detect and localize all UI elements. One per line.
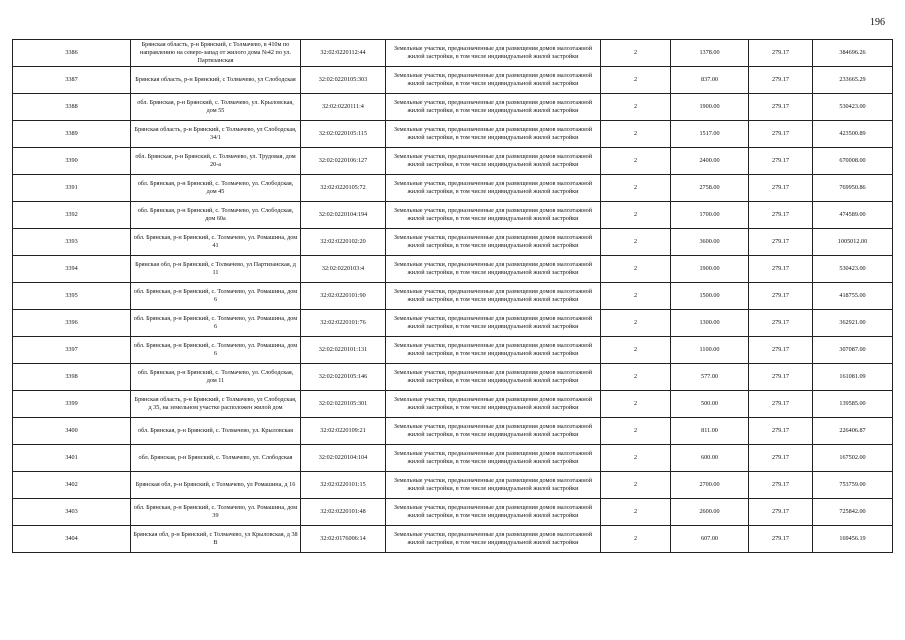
row-number: 3402 bbox=[13, 472, 131, 499]
area-cell: 600.00 bbox=[671, 445, 749, 472]
row-number: 3390 bbox=[13, 148, 131, 175]
cadastral-number-cell: 32:02:0220101:15 bbox=[301, 472, 386, 499]
land-use-cell: Земельные участки, предназначенные для размещения домов малоэтажной жилой застройки, в том числе индивидуальной жилой застройки bbox=[386, 121, 601, 148]
area-cell: 1500.00 bbox=[671, 283, 749, 310]
land-use-cell: Земельные участки, предназначенные для размещения домов малоэтажной жилой застройки, в том числе индивидуальной жилой застройки bbox=[386, 499, 601, 526]
category-cell: 2 bbox=[601, 121, 671, 148]
rate-cell: 279.17 bbox=[749, 175, 813, 202]
land-use-cell: Земельные участки, предназначенные для размещения домов малоэтажной жилой застройки, в том числе индивидуальной жилой застройки bbox=[386, 202, 601, 229]
table-row bbox=[13, 229, 893, 256]
rate-cell: 279.17 bbox=[749, 229, 813, 256]
cadastral-number-cell: 32:02:0220101:48 bbox=[301, 499, 386, 526]
cadastral-number-cell: 32:02:0176006:14 bbox=[301, 526, 386, 553]
row-number: 3396 bbox=[13, 310, 131, 337]
cadastral-number-cell: 32:02:0220111:4 bbox=[301, 94, 386, 121]
cadastral-number-cell: 32:02:0220112:44 bbox=[301, 40, 386, 67]
address-cell: Брянская область, р-н Брянский, с Толмачево, ул Слободская bbox=[131, 67, 301, 94]
cadastral-value-cell: 1005012.00 bbox=[813, 229, 893, 256]
land-use-cell: Земельные участки, предназначенные для размещения домов малоэтажной жилой застройки, в том числе индивидуальной жилой застройки bbox=[386, 256, 601, 283]
row-number: 3404 bbox=[13, 526, 131, 553]
area-cell: 811.00 bbox=[671, 418, 749, 445]
cadastral-value-cell: 423500.89 bbox=[813, 121, 893, 148]
cadastral-number-cell: 32:02:0220103:4 bbox=[301, 256, 386, 283]
area-cell: 1700.00 bbox=[671, 202, 749, 229]
category-cell: 2 bbox=[601, 364, 671, 391]
cadastral-value-cell: 725842.00 bbox=[813, 499, 893, 526]
address-cell: обл. Брянская, р-н Брянский, с. Толмачево, ул. Слободская, дом 60а bbox=[131, 202, 301, 229]
cadastral-value-cell: 362921.00 bbox=[813, 310, 893, 337]
category-cell: 2 bbox=[601, 337, 671, 364]
table-row bbox=[13, 121, 893, 148]
rate-cell: 279.17 bbox=[749, 256, 813, 283]
table-row bbox=[13, 148, 893, 175]
rate-cell: 279.17 bbox=[749, 472, 813, 499]
land-registry-table bbox=[12, 39, 893, 553]
table-row bbox=[13, 472, 893, 499]
page-number: 196 bbox=[870, 17, 885, 28]
cadastral-number-cell: 32:02:0220106:127 bbox=[301, 148, 386, 175]
cadastral-value-cell: 384696.26 bbox=[813, 40, 893, 67]
address-cell: Брянская область, р-н Брянский, с Толмачево, ул Слободская, 34/1 bbox=[131, 121, 301, 148]
category-cell: 2 bbox=[601, 418, 671, 445]
area-cell: 2400.00 bbox=[671, 148, 749, 175]
row-number: 3403 bbox=[13, 499, 131, 526]
land-use-cell: Земельные участки, предназначенные для размещения домов малоэтажной жилой застройки, в том числе индивидуальной жилой застройки bbox=[386, 40, 601, 67]
address-cell: обл. Брянская, р-н Брянский, с. Толмачево, ул. Ромашина, дом 6 bbox=[131, 310, 301, 337]
area-cell: 1100.00 bbox=[671, 337, 749, 364]
category-cell: 2 bbox=[601, 445, 671, 472]
rate-cell: 279.17 bbox=[749, 418, 813, 445]
table-row bbox=[13, 526, 893, 553]
rate-cell: 279.17 bbox=[749, 526, 813, 553]
address-cell: обл. Брянская, р-н Брянский, с. Толмачево, ул. Слободская bbox=[131, 445, 301, 472]
table-row bbox=[13, 391, 893, 418]
table-row bbox=[13, 337, 893, 364]
cadastral-value-cell: 139585.00 bbox=[813, 391, 893, 418]
rate-cell: 279.17 bbox=[749, 445, 813, 472]
address-cell: Брянская область, р-н Брянский, с Толмачево, в 410м по направлению на северо-запад от жилого дома №42 по ул. Партизанская bbox=[131, 40, 301, 67]
rate-cell: 279.17 bbox=[749, 337, 813, 364]
land-use-cell: Земельные участки, предназначенные для размещения домов малоэтажной жилой застройки, в том числе индивидуальной жилой застройки bbox=[386, 418, 601, 445]
cadastral-number-cell: 32:02:0220101:76 bbox=[301, 310, 386, 337]
table-row bbox=[13, 94, 893, 121]
land-use-cell: Земельные участки, предназначенные для размещения домов малоэтажной жилой застройки, в том числе индивидуальной жилой застройки bbox=[386, 94, 601, 121]
cadastral-number-cell: 32:02:0220104:194 bbox=[301, 202, 386, 229]
row-number: 3388 bbox=[13, 94, 131, 121]
land-use-cell: Земельные участки, предназначенные для размещения домов малоэтажной жилой застройки, в том числе индивидуальной жилой застройки bbox=[386, 229, 601, 256]
rate-cell: 279.17 bbox=[749, 310, 813, 337]
address-cell: обл. Брянская, р-н Брянский, с. Толмачево, ул. Ромашина, дом 41 bbox=[131, 229, 301, 256]
address-cell: обл. Брянская, р-н Брянский, с. Толмачево, ул. Слободская, дом 11 bbox=[131, 364, 301, 391]
category-cell: 2 bbox=[601, 40, 671, 67]
rate-cell: 279.17 bbox=[749, 121, 813, 148]
land-use-cell: Земельные участки, предназначенные для размещения домов малоэтажной жилой застройки, в том числе индивидуальной жилой застройки bbox=[386, 310, 601, 337]
rate-cell: 279.17 bbox=[749, 499, 813, 526]
cadastral-value-cell: 753759.00 bbox=[813, 472, 893, 499]
cadastral-value-cell: 226406.87 bbox=[813, 418, 893, 445]
category-cell: 2 bbox=[601, 499, 671, 526]
cadastral-number-cell: 32:02:0220101:131 bbox=[301, 337, 386, 364]
address-cell: Брянская обл, р-н Брянский, с Толмачево, ул Ромашина, д 16 bbox=[131, 472, 301, 499]
cadastral-value-cell: 530423.00 bbox=[813, 256, 893, 283]
area-cell: 577.00 bbox=[671, 364, 749, 391]
address-cell: обл. Брянская, р-н Брянский, с. Толмачево, ул. Крыловская, дом 55 bbox=[131, 94, 301, 121]
land-use-cell: Земельные участки, предназначенные для размещения домов малоэтажной жилой застройки, в том числе индивидуальной жилой застройки bbox=[386, 67, 601, 94]
cadastral-value-cell: 233665.29 bbox=[813, 67, 893, 94]
land-use-cell: Земельные участки, предназначенные для размещения домов малоэтажной жилой застройки, в том числе индивидуальной жилой застройки bbox=[386, 472, 601, 499]
cadastral-value-cell: 474589.00 bbox=[813, 202, 893, 229]
cadastral-number-cell: 32:02:0220105:115 bbox=[301, 121, 386, 148]
category-cell: 2 bbox=[601, 67, 671, 94]
row-number: 3400 bbox=[13, 418, 131, 445]
cadastral-value-cell: 418755.00 bbox=[813, 283, 893, 310]
table-row bbox=[13, 67, 893, 94]
table-row bbox=[13, 445, 893, 472]
address-cell: обл. Брянская, р-н Брянский, с. Толмачево, ул. Ромашина, дом 6 bbox=[131, 337, 301, 364]
row-number: 3395 bbox=[13, 283, 131, 310]
row-number: 3392 bbox=[13, 202, 131, 229]
row-number: 3386 bbox=[13, 40, 131, 67]
cadastral-value-cell: 161081.09 bbox=[813, 364, 893, 391]
table-row bbox=[13, 499, 893, 526]
land-use-cell: Земельные участки, предназначенные для размещения домов малоэтажной жилой застройки, в том числе индивидуальной жилой застройки bbox=[386, 148, 601, 175]
address-cell: Брянская область, р-н Брянский, с Толмачево, ул Слободская, д 35, на земельном участке расположен жилой дом bbox=[131, 391, 301, 418]
land-use-cell: Земельные участки, предназначенные для размещения домов малоэтажной жилой застройки, в том числе индивидуальной жилой застройки bbox=[386, 526, 601, 553]
row-number: 3399 bbox=[13, 391, 131, 418]
cadastral-number-cell: 32:02:0220109:21 bbox=[301, 418, 386, 445]
area-cell: 2700.00 bbox=[671, 472, 749, 499]
land-use-cell: Земельные участки, предназначенные для размещения домов малоэтажной жилой застройки, в том числе индивидуальной жилой застройки bbox=[386, 337, 601, 364]
cadastral-number-cell: 32:02:0220101:90 bbox=[301, 283, 386, 310]
cadastral-value-cell: 307087.00 bbox=[813, 337, 893, 364]
rate-cell: 279.17 bbox=[749, 40, 813, 67]
cadastral-number-cell: 32:02:0220105:72 bbox=[301, 175, 386, 202]
area-cell: 837.00 bbox=[671, 67, 749, 94]
category-cell: 2 bbox=[601, 256, 671, 283]
row-number: 3397 bbox=[13, 337, 131, 364]
land-use-cell: Земельные участки, предназначенные для размещения домов малоэтажной жилой застройки, в том числе индивидуальной жилой застройки bbox=[386, 175, 601, 202]
area-cell: 2758.00 bbox=[671, 175, 749, 202]
table-row bbox=[13, 40, 893, 67]
area-cell: 3600.00 bbox=[671, 229, 749, 256]
area-cell: 1517.00 bbox=[671, 121, 749, 148]
table-body bbox=[13, 40, 893, 553]
land-use-cell: Земельные участки, предназначенные для размещения домов малоэтажной жилой застройки, в том числе индивидуальной жилой застройки bbox=[386, 364, 601, 391]
table-row bbox=[13, 310, 893, 337]
category-cell: 2 bbox=[601, 391, 671, 418]
address-cell: обл. Брянская, р-н Брянский, с. Толмачево, ул. Ромашина, дом 6 bbox=[131, 283, 301, 310]
row-number: 3398 bbox=[13, 364, 131, 391]
address-cell: Брянская обл, р-н Брянский, с Толмачево, ул Партизанская, д 11 bbox=[131, 256, 301, 283]
rate-cell: 279.17 bbox=[749, 364, 813, 391]
table-row bbox=[13, 256, 893, 283]
cadastral-value-cell: 769950.86 bbox=[813, 175, 893, 202]
land-use-cell: Земельные участки, предназначенные для размещения домов малоэтажной жилой застройки, в том числе индивидуальной жилой застройки bbox=[386, 283, 601, 310]
cadastral-number-cell: 32:02:0220104:104 bbox=[301, 445, 386, 472]
category-cell: 2 bbox=[601, 526, 671, 553]
area-cell: 607.00 bbox=[671, 526, 749, 553]
rate-cell: 279.17 bbox=[749, 67, 813, 94]
area-cell: 1378.00 bbox=[671, 40, 749, 67]
address-cell: обл. Брянская, р-н Брянский, с. Толмачево, ул. Слободская, дом 45 bbox=[131, 175, 301, 202]
row-number: 3393 bbox=[13, 229, 131, 256]
cadastral-value-cell: 670008.00 bbox=[813, 148, 893, 175]
area-cell: 1900.00 bbox=[671, 256, 749, 283]
land-use-cell: Земельные участки, предназначенные для размещения домов малоэтажной жилой застройки, в том числе индивидуальной жилой застройки bbox=[386, 445, 601, 472]
category-cell: 2 bbox=[601, 229, 671, 256]
table-row bbox=[13, 364, 893, 391]
cadastral-number-cell: 32:02:0220105:303 bbox=[301, 67, 386, 94]
category-cell: 2 bbox=[601, 283, 671, 310]
area-cell: 1300.00 bbox=[671, 310, 749, 337]
rate-cell: 279.17 bbox=[749, 283, 813, 310]
address-cell: обл. Брянская, р-н Брянский, с. Толмачево, ул. Трудовая, дом 20-а bbox=[131, 148, 301, 175]
row-number: 3389 bbox=[13, 121, 131, 148]
table-row bbox=[13, 202, 893, 229]
category-cell: 2 bbox=[601, 202, 671, 229]
area-cell: 1900.00 bbox=[671, 94, 749, 121]
cadastral-value-cell: 167502.00 bbox=[813, 445, 893, 472]
area-cell: 2600.00 bbox=[671, 499, 749, 526]
cadastral-number-cell: 32:02:0220102:20 bbox=[301, 229, 386, 256]
category-cell: 2 bbox=[601, 175, 671, 202]
rate-cell: 279.17 bbox=[749, 148, 813, 175]
address-cell: обл. Брянская, р-н Брянский, с. Толмачево, ул. Крыловская bbox=[131, 418, 301, 445]
cadastral-value-cell: 169456.19 bbox=[813, 526, 893, 553]
category-cell: 2 bbox=[601, 148, 671, 175]
rate-cell: 279.17 bbox=[749, 202, 813, 229]
land-use-cell: Земельные участки, предназначенные для размещения домов малоэтажной жилой застройки, в том числе индивидуальной жилой застройки bbox=[386, 391, 601, 418]
address-cell: обл. Брянская, р-н Брянский, с. Толмачево, ул. Ромашина, дом 39 bbox=[131, 499, 301, 526]
cadastral-number-cell: 32:02:0220105:301 bbox=[301, 391, 386, 418]
table-row bbox=[13, 175, 893, 202]
row-number: 3401 bbox=[13, 445, 131, 472]
address-cell: Брянская обл, р-н Брянский, с Толмачево, ул Крыловская, д 38 В bbox=[131, 526, 301, 553]
category-cell: 2 bbox=[601, 310, 671, 337]
row-number: 3394 bbox=[13, 256, 131, 283]
cadastral-value-cell: 530423.00 bbox=[813, 94, 893, 121]
row-number: 3387 bbox=[13, 67, 131, 94]
table-row bbox=[13, 418, 893, 445]
row-number: 3391 bbox=[13, 175, 131, 202]
area-cell: 500.00 bbox=[671, 391, 749, 418]
cadastral-number-cell: 32:02:0220105:146 bbox=[301, 364, 386, 391]
category-cell: 2 bbox=[601, 472, 671, 499]
category-cell: 2 bbox=[601, 94, 671, 121]
rate-cell: 279.17 bbox=[749, 391, 813, 418]
table-row bbox=[13, 283, 893, 310]
rate-cell: 279.17 bbox=[749, 94, 813, 121]
